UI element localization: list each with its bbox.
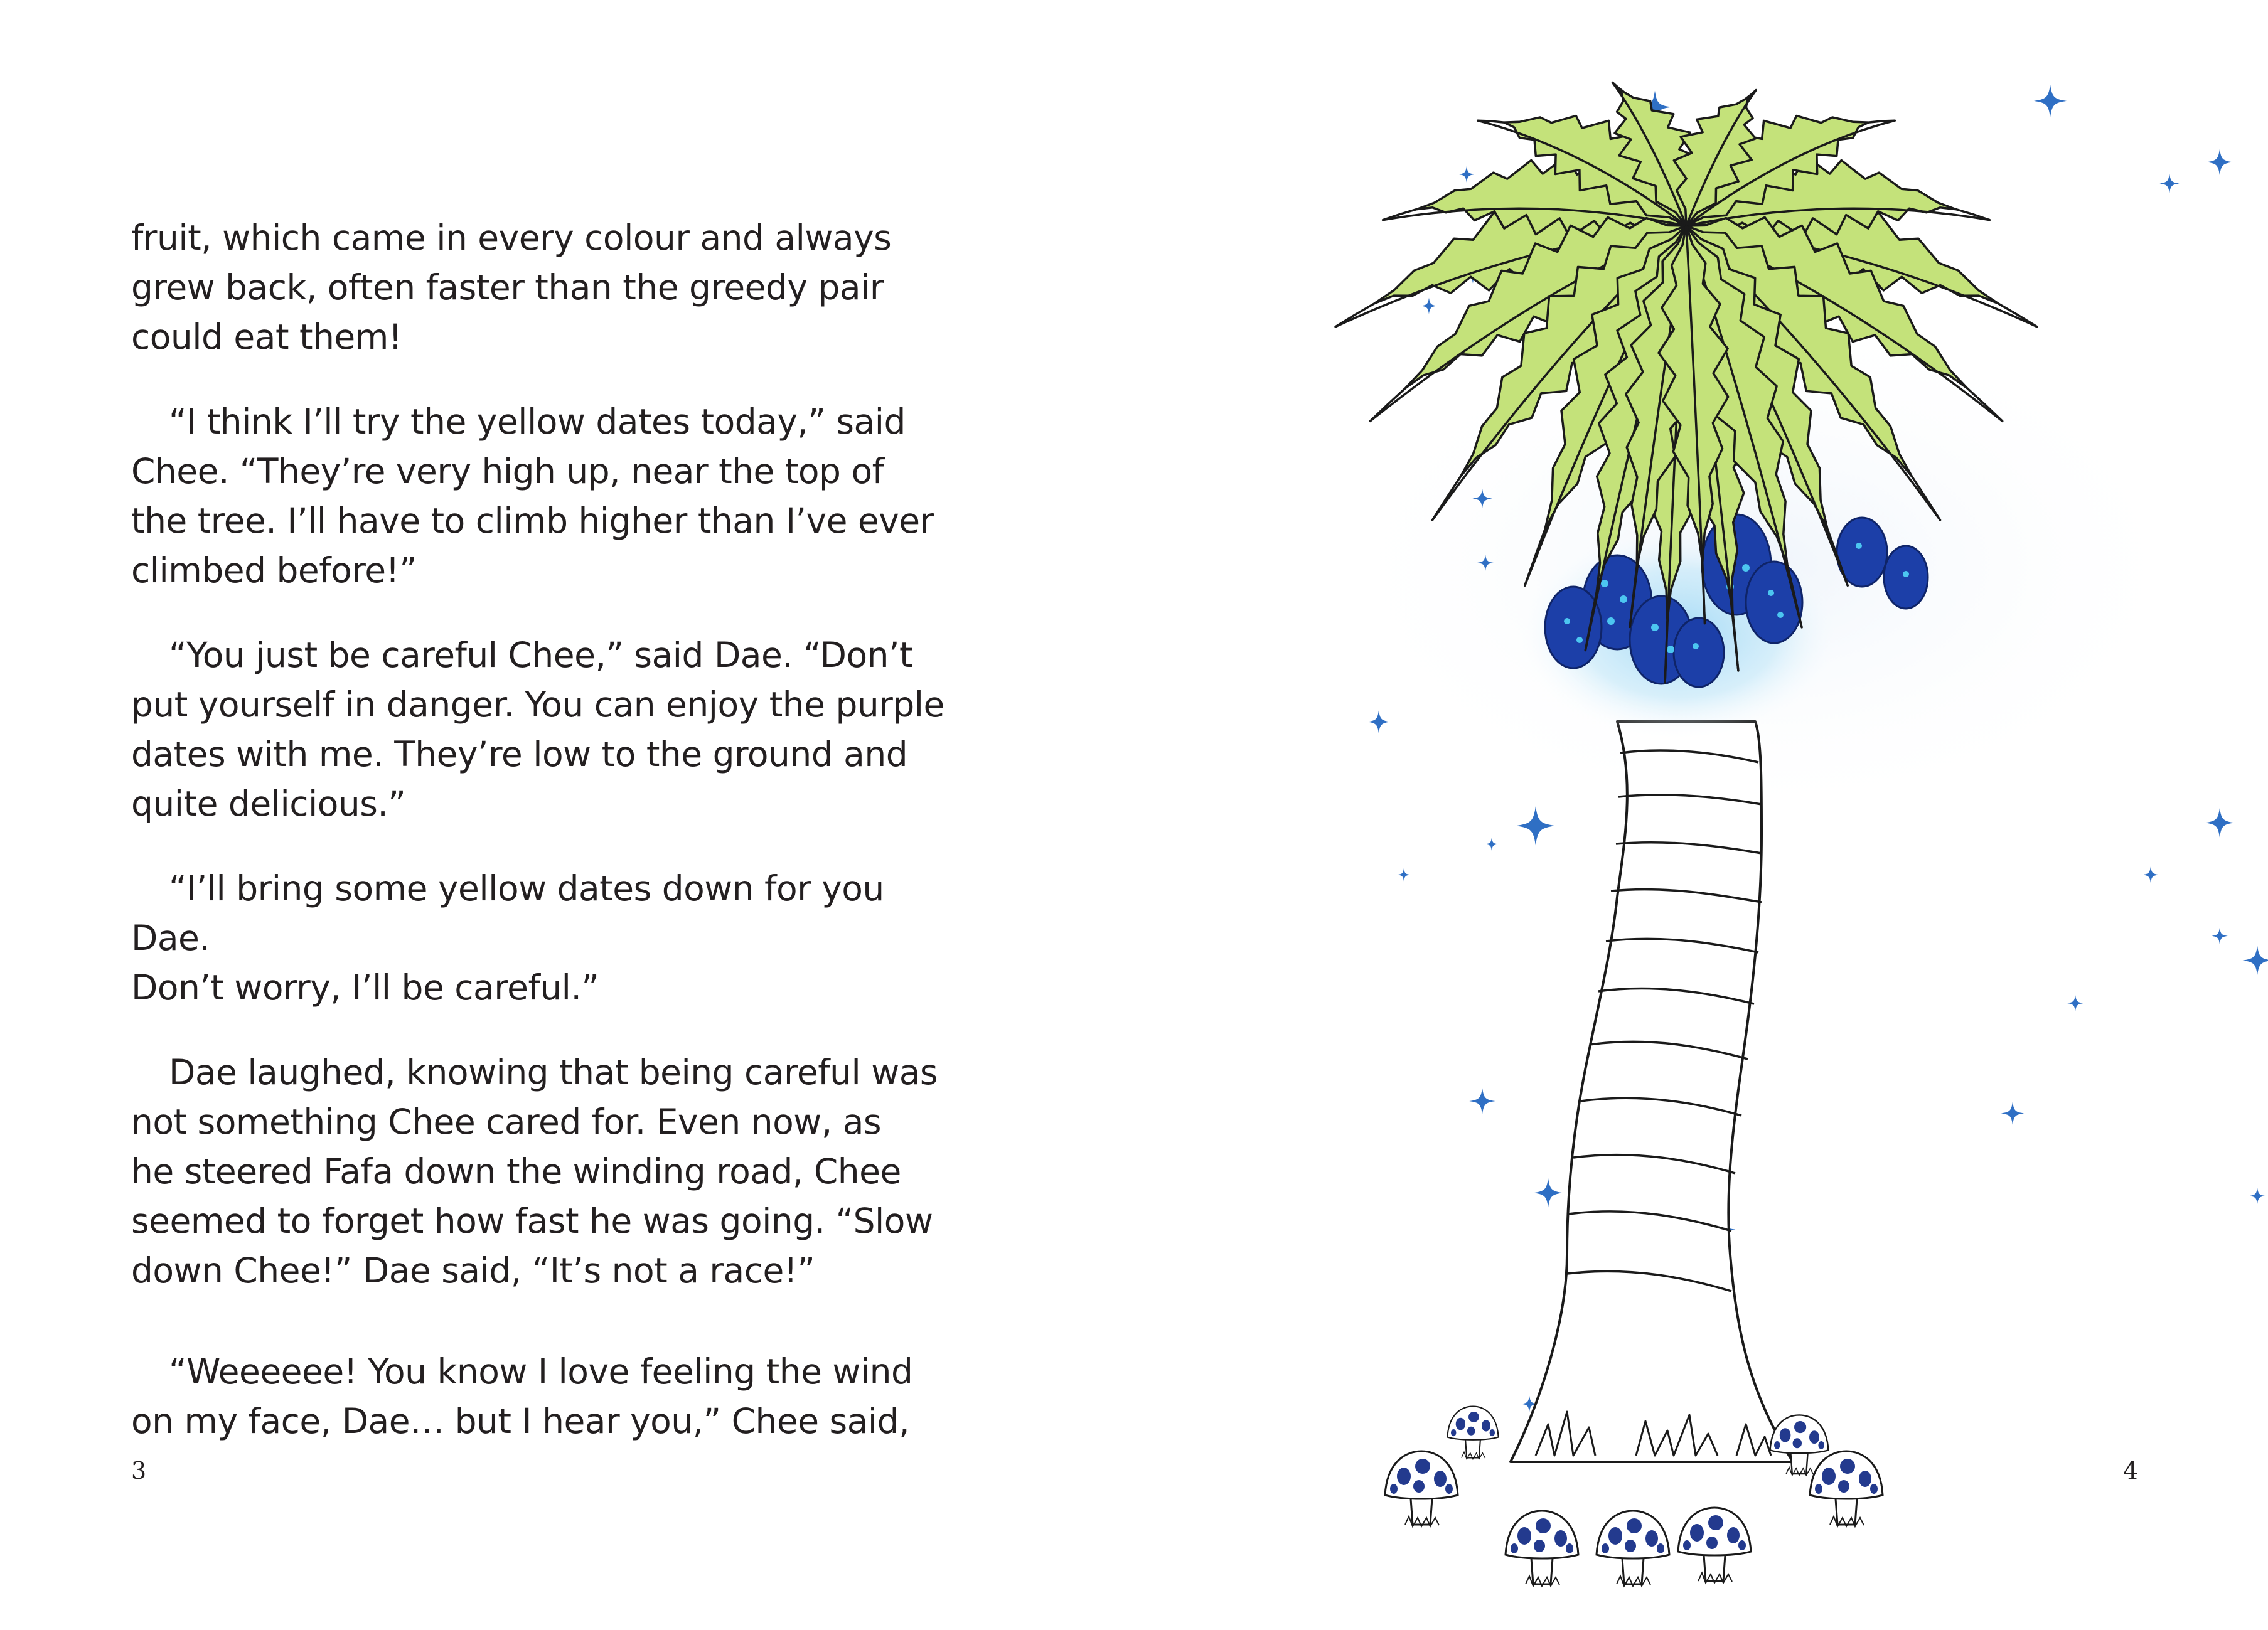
paragraph-6: “Weeeeee! You know I love feeling the wind on my face, Dae… but I hear you,” Chee said, — [131, 1351, 913, 1441]
star-icon — [2249, 1188, 2265, 1204]
palm-tree-illustration — [1134, 0, 2268, 1630]
star-icon — [2034, 85, 2067, 117]
story-text — [131, 213, 972, 1484]
star-icon — [1367, 710, 1390, 733]
star-icon — [1469, 1088, 1495, 1114]
star-icon — [2205, 808, 2235, 838]
tree-trunk — [1511, 722, 1793, 1462]
paragraph-4: “I’ll bring some yellow dates down for you Dae. Don’t worry, I’ll be careful.” — [131, 868, 884, 1008]
star-icon — [1458, 166, 1475, 183]
star-icon — [1421, 298, 1437, 314]
star-icon — [2159, 174, 2179, 193]
page-number-right: 4 — [2123, 1457, 2139, 1484]
mushroom-icon — [1810, 1451, 1883, 1526]
star-icon — [1398, 868, 1411, 882]
mushroom-icon — [1447, 1407, 1498, 1459]
mushroom-icon — [1597, 1511, 1669, 1586]
mushroom-icon — [1678, 1508, 1751, 1583]
paragraph-2: “I think I’ll try the yellow dates today,” said Chee. “They’re very high up, near the top of the tree. I’ll have to climb higher than I’ve ever climbed before!” — [131, 402, 934, 590]
mushroom-icon — [1506, 1511, 1578, 1586]
mushroom-icon — [1385, 1451, 1458, 1526]
star-icon — [2206, 149, 2233, 176]
page-number-left: 3 — [131, 1457, 147, 1484]
star-icon — [2243, 946, 2268, 975]
star-icon — [1534, 1178, 1563, 1208]
star-icon — [2212, 928, 2228, 944]
star-icon — [2067, 995, 2083, 1011]
paragraph-3: “You just be careful Chee,” said Dae. “Don’t put yourself in danger. You can enjoy the purple dates with me. They’re low to the ground and quite delicious.” — [131, 635, 944, 824]
paragraph-5: Dae laughed, knowing that being careful was not something Chee cared for. Even now, as he steered Fafa down the winding road, Chee seemed to forget how fast he was going. “Slow down Chee!” Dae said, “It’s not a race!” — [131, 1052, 938, 1291]
star-icon — [1485, 838, 1499, 851]
star-icon — [2142, 866, 2159, 883]
paragraph-1: fruit, which came in every colour and always grew back, often faster than the greedy pair could eat them! — [131, 218, 892, 357]
star-icon — [1516, 806, 1555, 845]
star-icon — [2001, 1102, 2024, 1124]
